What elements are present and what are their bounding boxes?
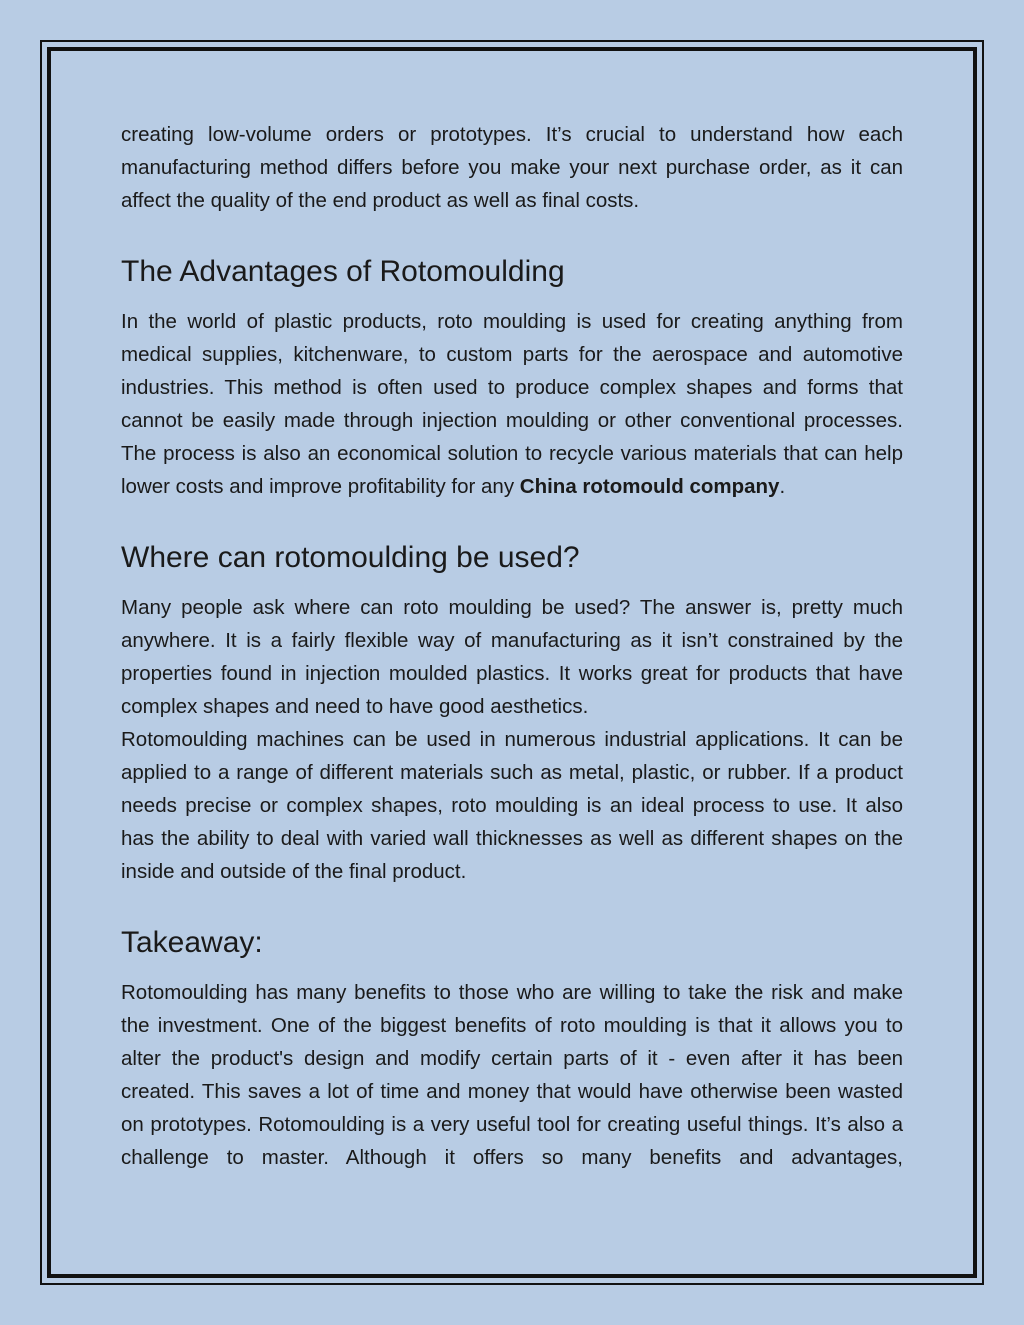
heading-where-used: Where can rotomoulding be used? [121, 541, 580, 574]
where-paragraph-1: Many people ask where can roto moulding be used? The answer is, pretty much anywhere. It is a fairly flexible way of manufacturing as it isn’t constrained by the properties found in injection moulded plastics. It works great for products that have complex shapes and need to have good aesthetics. [121, 596, 903, 718]
document-body [121, 118, 903, 1174]
advantages-period: . [779, 475, 786, 498]
takeaway-paragraph: Rotomoulding has many benefits to those who are willing to take the risk and make the investment. One of the biggest benefits of roto moulding is that it allows you to alter the product's design and modify certain parts of it - even after it has been created. This saves a lot of time and money that would have otherwise been wasted on prototypes. Rotomoulding is a very useful tool for creating useful things. It’s also a challenge to master. Although it offers so many benefits and advantages, [121, 981, 903, 1169]
advantages-paragraph [121, 305, 903, 503]
where-paragraph-2: Rotomoulding machines can be used in numerous industrial applications. It can be applied to a range of different materials such as metal, plastic, or rubber. If a product needs precise or complex shapes, roto moulding is an ideal process to use. It also has the ability to deal with varied wall thicknesses as well as different shapes on the inside and outside of the final product. [121, 728, 903, 883]
intro-paragraph: creating low-volume orders or prototypes. It’s crucial to understand how each manufacturing method differs before you make your next purchase order, as it can affect the quality of the end product as well as final costs. [121, 123, 903, 212]
advantages-text: In the world of plastic products, roto moulding is used for creating anything from medical supplies, kitchenware, to custom parts for the aerospace and automotive industries. This method is often used to produce complex shapes and forms that cannot be easily made through injection moulding or other conventional processes. The process is also an economical solution to recycle various materials that can help lower costs and improve profitability for any [121, 310, 903, 498]
heading-advantages: The Advantages of Rotomoulding [121, 255, 565, 288]
company-bold-text: China rotomould company [519, 475, 780, 498]
heading-takeaway: Takeaway: [121, 926, 263, 959]
